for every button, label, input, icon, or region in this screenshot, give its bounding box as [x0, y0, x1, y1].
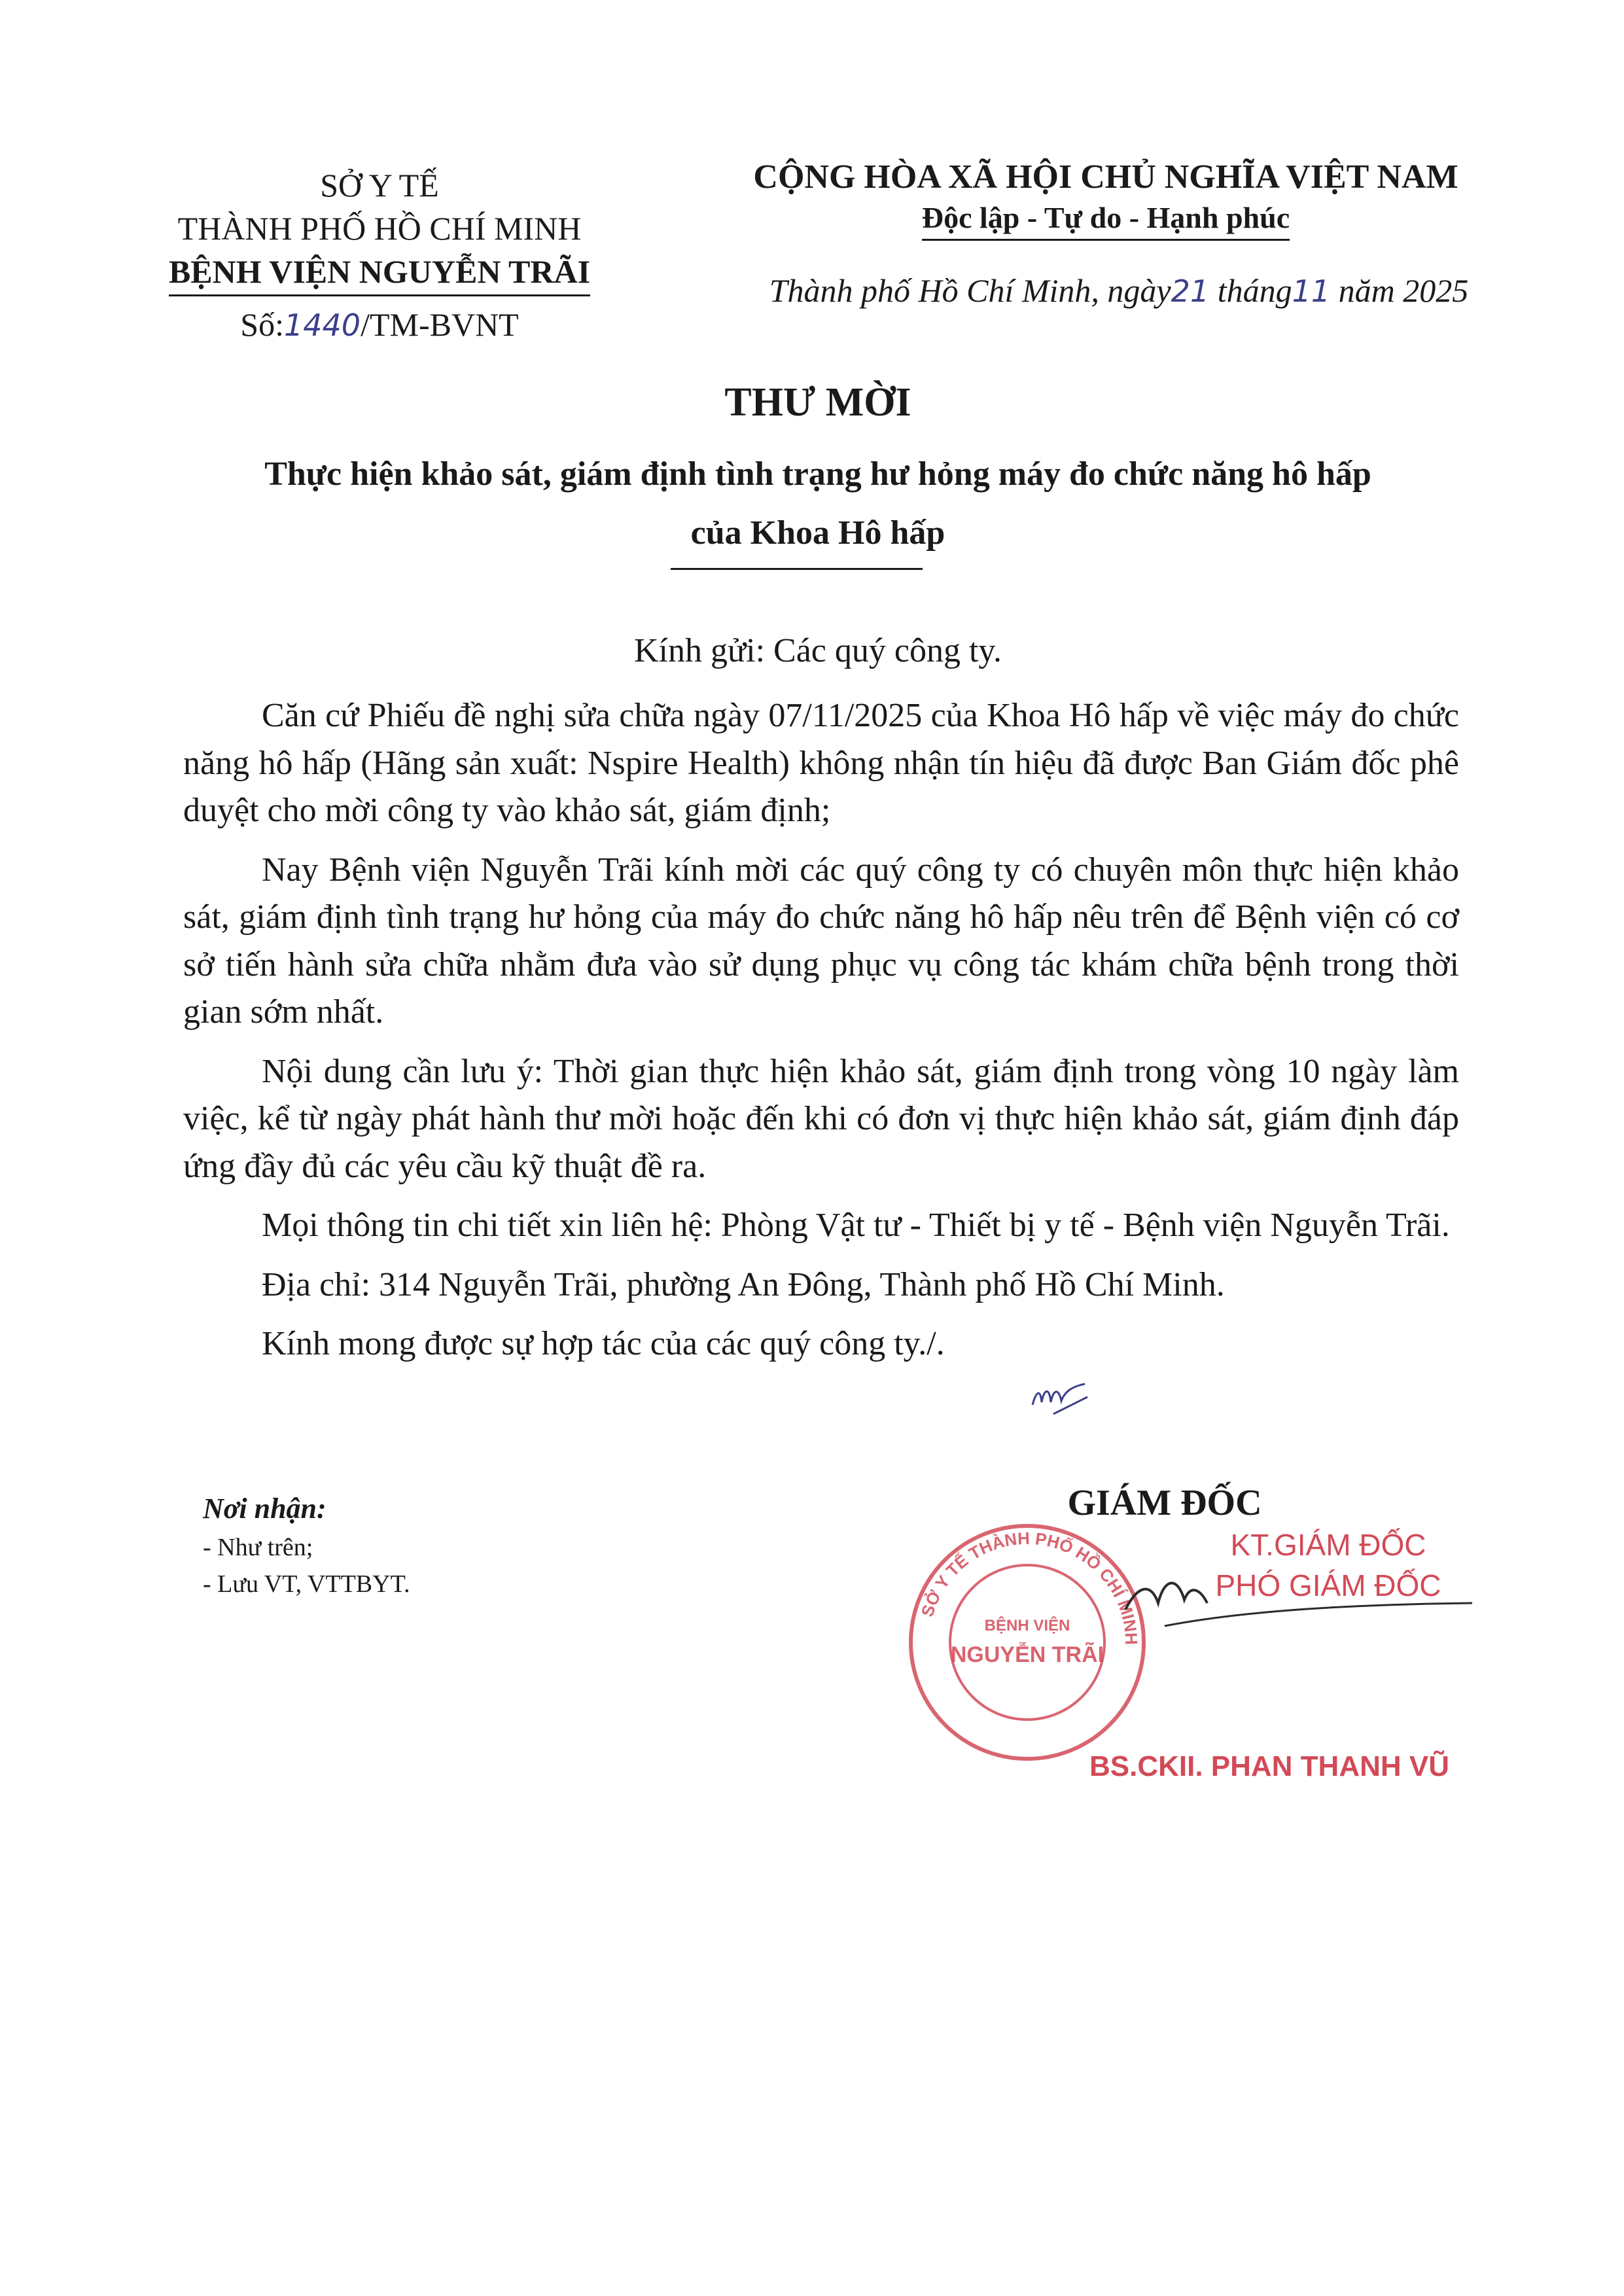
paragraph-notes: Nội dung cần lưu ý: Thời gian thực hiện khảo sát, giám định trong vòng 10 ngày làm việc, kể từ ngày phát hành thư mời hoặc đến khi có đơn vị thực hiện khảo sát, giám định đáp ứng đầy đủ các yêu cầu kỹ thuật đề ra. [183, 1052, 1459, 1185]
paragraph-basis: Căn cứ Phiếu đề nghị sửa chữa ngày 07/11/2025 của Khoa Hô hấp về việc máy đo chức năng hô hấp (Hãng sản xuất: Nspire Health) không nhận tín hiệu đã được Ban Giám đốc phê duyệt cho mời công ty vào khảo sát, giám định; [183, 697, 1459, 829]
paragraph-address: Địa chỉ: 314 Nguyễn Trãi, phường An Đông, Thành phố Hồ Chí Minh. [262, 1265, 1225, 1303]
letter-body [183, 692, 1459, 1380]
delegation-line-2: PHÓ GIÁM ĐỐC [1215, 1568, 1441, 1602]
seal-inner-line-1: BỆNH VIỆN [984, 1617, 1070, 1634]
recipient-line: Kính gửi: Các quý công ty. [633, 632, 1002, 669]
national-header-block [707, 156, 1505, 241]
recipient-item: - Lưu VT, VTTBYT. [203, 1570, 410, 1598]
nation-name: CỘNG HÒA XÃ HỘI CHỦ NGHĨA VIỆT NAM [753, 158, 1458, 196]
document-subject [131, 445, 1505, 563]
issue-day-handwritten: 21 [1171, 274, 1210, 309]
paragraph-invitation: Nay Bệnh viện Nguyễn Trãi kính mời các quý công ty có chuyên môn thực hiện khảo sát, giám định tình trạng hư hỏng của máy đo chức năng hô hấp nêu trên để Bệnh viện có cơ sở tiến hành sửa chữa nhằm đưa vào sử dụng phục vụ công tác khám chữa bệnh trong thời gian sớm nhất. [183, 851, 1459, 1031]
issuing-authority-block [131, 164, 628, 347]
handwritten-signature [1086, 1564, 1479, 1669]
subject-line-2: của Khoa Hô hấp [690, 514, 945, 552]
recipient-item: - Như trên; [203, 1534, 313, 1561]
issue-date: Thành phố Hồ Chí Minh, ngày21 tháng11 năm 2025 [769, 272, 1469, 309]
national-motto: Độc lập - Tự do - Hạnh phúc [707, 199, 1505, 241]
subject-line-1: Thực hiện khảo sát, giám định tình trạng hư hỏng máy đo chức năng hô hấp [264, 455, 1371, 493]
hospital-name: BỆNH VIỆN NGUYỄN TRÃI [131, 250, 628, 296]
recipients-title: Nơi nhận: [203, 1492, 327, 1525]
agency-name: SỞ Y TẾ [320, 167, 439, 203]
document-number: Số:1440/TM-BVNT [240, 306, 519, 343]
title-divider [671, 568, 923, 570]
delegation-line-1: KT.GIÁM ĐỐC [1230, 1528, 1426, 1562]
paragraph-closing: Kính mong được sự hợp tác của các quý công ty./. [262, 1325, 945, 1362]
document-number-handwritten: 1440 [283, 308, 361, 343]
seal-inner-line-2: NGUYỄN TRÃI [950, 1642, 1104, 1667]
signatory-title: GIÁM ĐỐC [1067, 1483, 1262, 1523]
seal-outer-text: SỞ Y TẾ THÀNH PHỐ HỒ CHÍ MINH [917, 1528, 1142, 1646]
paragraph-contact: Mọi thông tin chi tiết xin liên hệ: Phòng Vật tư - Thiết bị y tế - Bệnh viện Nguyễn Trãi. [262, 1207, 1450, 1244]
document-title: THƯ MỜI [724, 380, 911, 425]
city-name: THÀNH PHỐ HỒ CHÍ MINH [177, 210, 582, 247]
issue-month-handwritten: 11 [1292, 274, 1331, 309]
handwritten-initials [1027, 1371, 1106, 1417]
recipients-list [203, 1489, 661, 1602]
signer-name: BS.CKII. PHAN THANH VŨ [1089, 1750, 1450, 1782]
